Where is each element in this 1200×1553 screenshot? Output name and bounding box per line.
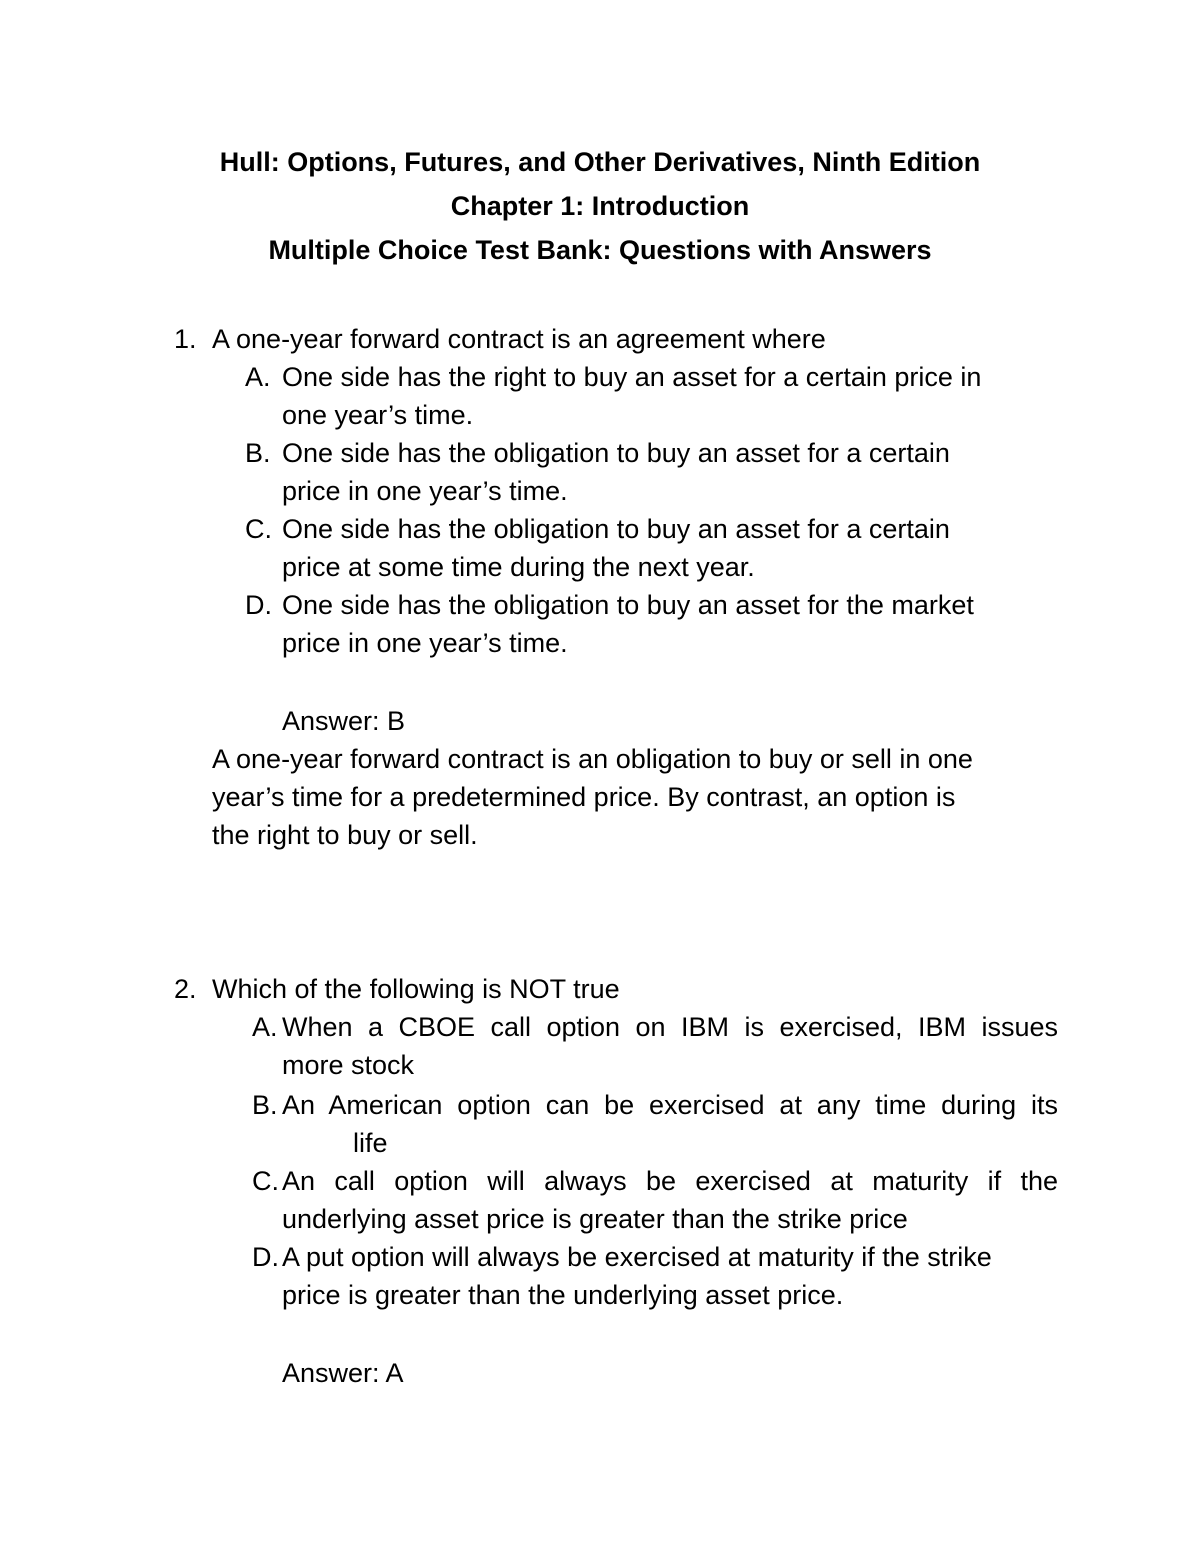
answer-label: Answer: B: [282, 706, 406, 736]
option-text: more stock: [282, 1050, 415, 1080]
question-number: 1.: [174, 324, 197, 354]
option-text: An American option can be exercised at any time during its: [282, 1090, 1058, 1120]
option-text: One side has the obligation to buy an asset for the market: [282, 590, 974, 620]
answer-label: Answer: A: [282, 1358, 404, 1388]
option-letter: D.: [252, 1242, 279, 1272]
chapter-title: Chapter 1: Introduction: [450, 191, 750, 221]
test-bank-subtitle: Multiple Choice Test Bank: Questions with Answers: [268, 235, 932, 265]
option-text: When a CBOE call option on IBM is exercised, IBM issues: [282, 1012, 1058, 1042]
option-letter: C.: [252, 1166, 279, 1196]
question-number: 2.: [174, 974, 197, 1004]
explanation-text: the right to buy or sell.: [212, 820, 478, 850]
option-letter: B.: [245, 438, 271, 468]
option-letter: B.: [252, 1090, 278, 1120]
option-letter: A.: [252, 1012, 278, 1042]
explanation-text: A one-year forward contract is an obligation to buy or sell in one: [212, 744, 973, 774]
option-text: price at some time during the next year.: [282, 552, 755, 582]
option-text: price in one year’s time.: [282, 476, 568, 506]
question-text: A one-year forward contract is an agreement where: [212, 324, 826, 354]
option-text: price in one year’s time.: [282, 628, 568, 658]
question-text: Which of the following is NOT true: [212, 974, 620, 1004]
explanation-text: year’s time for a predetermined price. By contrast, an option is: [212, 782, 956, 812]
document-header: [0, 140, 1200, 272]
option-text: One side has the right to buy an asset for a certain price in: [282, 362, 982, 392]
option-letter: D.: [245, 590, 272, 620]
option-text: one year’s time.: [282, 400, 474, 430]
book-title: Hull: Options, Futures, and Other Derivatives, Ninth Edition: [219, 147, 981, 177]
option-text: life: [353, 1128, 388, 1158]
option-text: A put option will always be exercised at maturity if the strike: [282, 1242, 992, 1272]
option-text: price is greater than the underlying asset price.: [282, 1280, 844, 1310]
option-text: underlying asset price is greater than the strike price: [282, 1204, 908, 1234]
option-text: An call option will always be exercised at maturity if the: [282, 1166, 1058, 1196]
option-letter: A.: [245, 362, 271, 392]
option-text: One side has the obligation to buy an asset for a certain: [282, 514, 950, 544]
option-letter: C.: [245, 514, 272, 544]
option-text: One side has the obligation to buy an asset for a certain: [282, 438, 950, 468]
